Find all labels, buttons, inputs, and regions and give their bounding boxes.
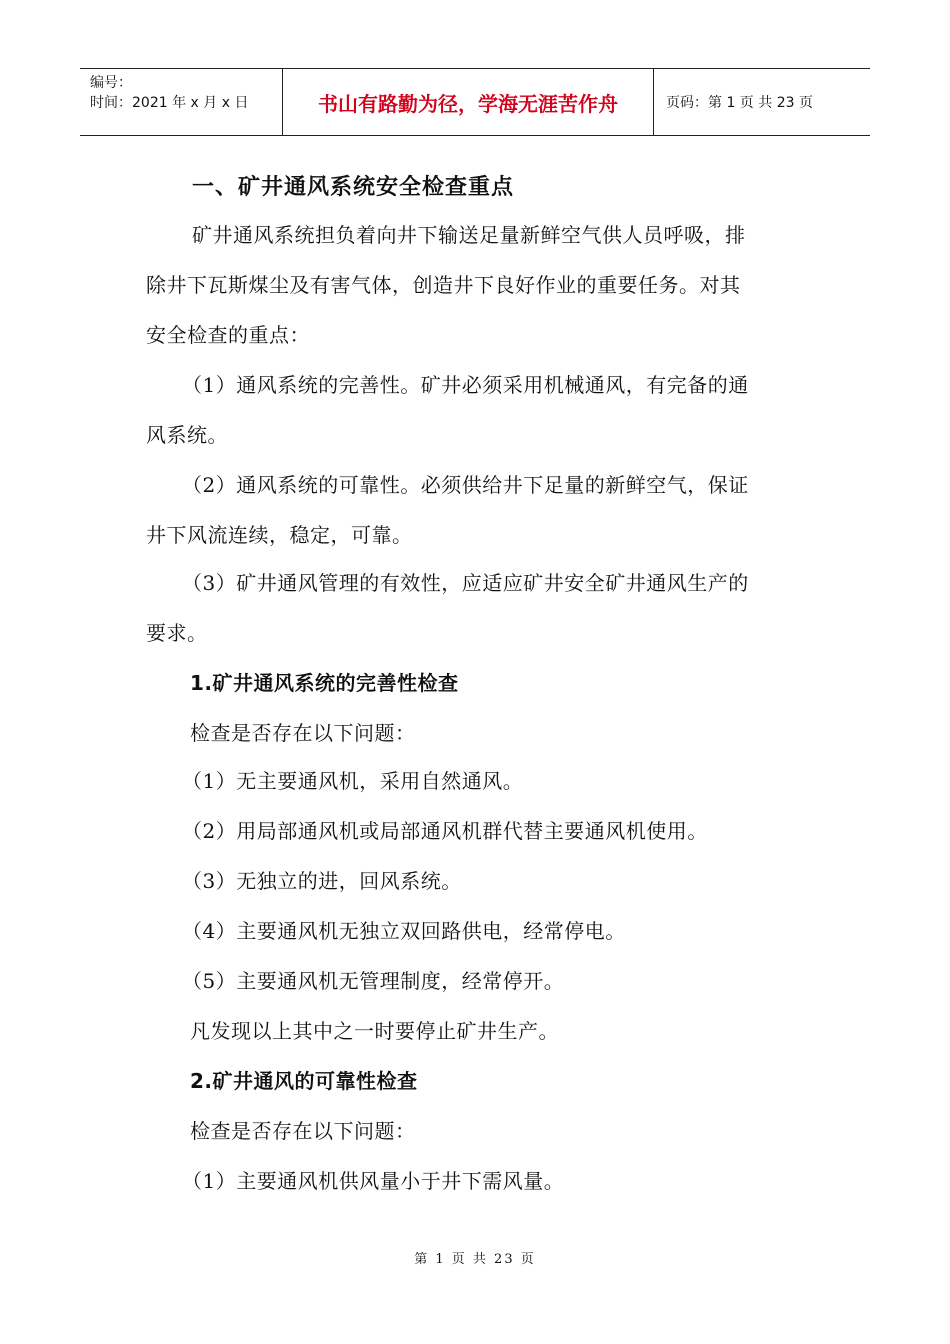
- list-item: （1）无主要通风机，采用自然通风。: [182, 769, 524, 793]
- subsection-heading-1: 1.矿井通风系统的完善性检查: [190, 671, 459, 695]
- list-item: （3）无独立的进，回风系统。: [182, 869, 462, 893]
- header-page-info: 页码：第 1 页 共 23 页: [666, 95, 813, 111]
- paragraph-line: （1）通风系统的完善性。矿井必须采用机械通风，有完备的通: [182, 373, 749, 397]
- paragraph-line: 风系统。: [146, 423, 228, 447]
- list-item: （4）主要通风机无独立双回路供电，经常停电。: [182, 919, 626, 943]
- number-label: 编号：: [90, 75, 132, 91]
- paragraph-line: （2）通风系统的可靠性。必须供给井下足量的新鲜空气，保证: [182, 473, 749, 497]
- paragraph-line: 除井下瓦斯煤尘及有害气体，创造井下良好作业的重要任务。对其: [146, 273, 741, 297]
- list-item: （5）主要通风机无管理制度，经常停开。: [182, 969, 565, 993]
- paragraph-line: 凡发现以上其中之一时要停止矿井生产。: [190, 1019, 559, 1043]
- paragraph-line: 要求。: [146, 621, 208, 645]
- paragraph-line: 井下风流连续，稳定，可靠。: [146, 523, 413, 547]
- paragraph-line: 安全检查的重点：: [146, 323, 310, 347]
- section-title: 一、矿井通风系统安全检查重点: [192, 175, 515, 200]
- paragraph-line: 矿井通风系统担负着向井下输送足量新鲜空气供人员呼吸，排: [192, 223, 746, 247]
- paragraph-line: 检查是否存在以下问题：: [190, 721, 416, 745]
- header-motto: 书山有路勤为径，学海无涯苦作舟: [282, 69, 654, 135]
- list-item: （2）用局部通风机或局部通风机群代替主要通风机使用。: [182, 819, 708, 843]
- subsection-heading-2: 2.矿井通风的可靠性检查: [190, 1069, 418, 1093]
- document-header: [80, 68, 870, 136]
- paragraph-line: 检查是否存在以下问题：: [190, 1119, 416, 1143]
- date-label: 时间：2021 年 x 月 x 日: [90, 95, 249, 111]
- list-item: （1）主要通风机供风量小于井下需风量。: [182, 1169, 565, 1193]
- page-footer: 第 1 页 共 23 页: [414, 1252, 536, 1267]
- header-left-cell: [80, 69, 282, 135]
- paragraph-line: （3）矿井通风管理的有效性，应适应矿井安全矿井通风生产的: [182, 571, 749, 595]
